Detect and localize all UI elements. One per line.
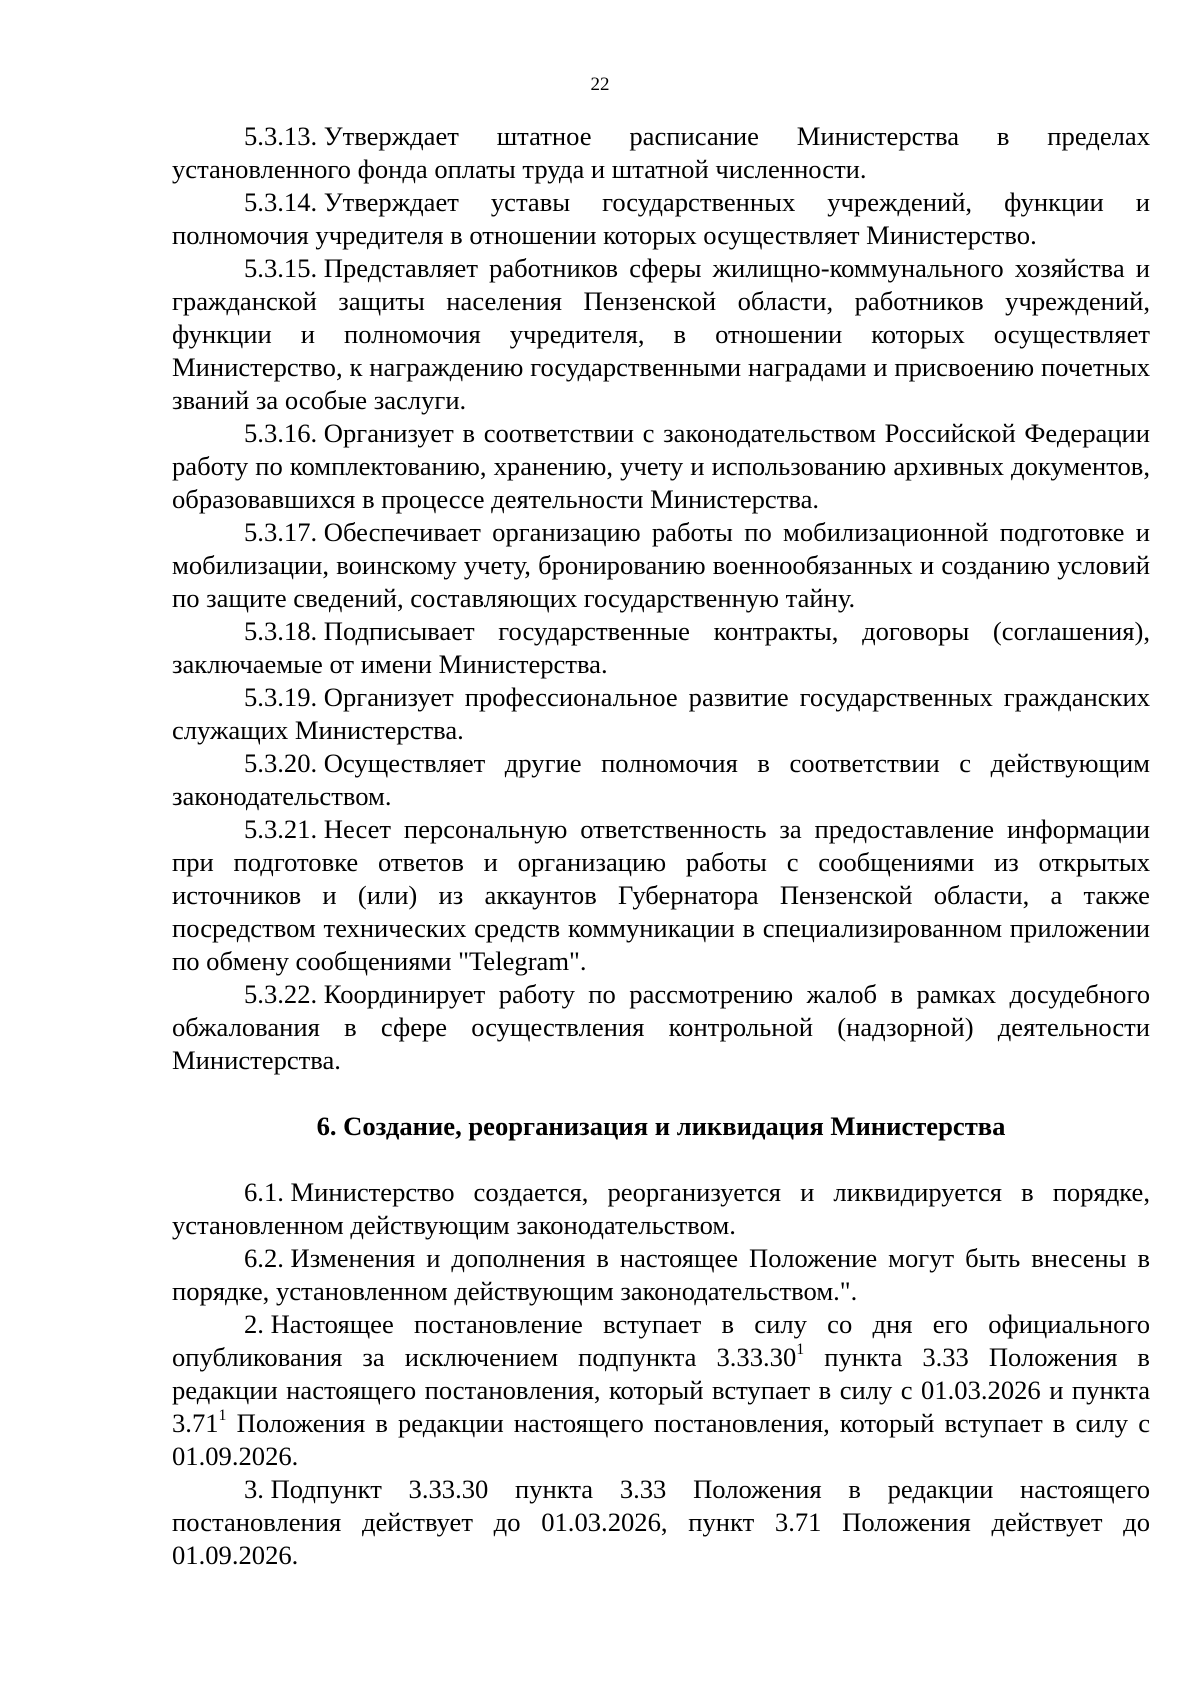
clause-6-1 <box>172 1176 1150 1242</box>
clause-5-3-17 <box>172 516 1150 615</box>
footnote-superscript: 1 <box>796 1341 805 1359</box>
clause-5-3-14 <box>172 186 1150 252</box>
clause-number: 5.3.15. <box>244 253 318 283</box>
clause-number: 5.3.18. <box>244 616 318 646</box>
clause-number: 5.3.19. <box>244 682 318 712</box>
clause-text: Подпункт 3.33.30 пункта 3.33 Положения в редакции настоящего постановления действует до 01.03.2026, пункт 3.71 Положения действует до 01.09.2026. <box>172 1474 1150 1570</box>
clause-5-3-15 <box>172 252 1150 417</box>
section-heading: 6. Создание, реорганизация и ликвидация Министерства <box>316 1111 1006 1141</box>
clause-text-part: Положения в редакции настоящего постановления, который вступает в силу с 01.09.2026. <box>172 1408 1150 1471</box>
clause-number: 5.3.14. <box>244 187 318 217</box>
clause-5-3-18 <box>172 615 1150 681</box>
clause-number: 5.3.20. <box>244 748 318 778</box>
clause-number: 5.3.17. <box>244 517 318 547</box>
clause-text: Организует в соответствии с законодательством Российской Федерации работу по комплектованию, хранению, учету и использованию архивных документов, образовавшихся в процессе деятельности Министерства. <box>172 418 1150 514</box>
clause-5-3-22 <box>172 978 1150 1077</box>
clause-text: Утверждает уставы государственных учреждений, функции и полномочия учредителя в отношении которых осуществляет Министерство. <box>172 187 1150 250</box>
clause-text: Представляет работников сферы жилищно-коммунального хозяйства и гражданской защиты населения Пензенской области, работников учреждений, функции и полномочия учредителя, в отношении которых осуществляет Министерство, к награждению государственными наградами и присвоению почетных званий за особые заслуги. <box>172 253 1150 415</box>
resolution-item-3 <box>172 1473 1150 1572</box>
clause-number: 5.3.21. <box>244 814 318 844</box>
clause-number: 5.3.16. <box>244 418 318 448</box>
clause-5-3-16 <box>172 417 1150 516</box>
clause-number: 2. <box>244 1309 264 1339</box>
document-body <box>172 120 1150 1572</box>
clause-text: Изменения и дополнения в настоящее Положение могут быть внесены в порядке, установленном действующим законодательством.". <box>172 1243 1150 1306</box>
clause-text: Несет персональную ответственность за предоставление информации при подготовке ответов и организацию работы с сообщениями из открытых источников и (или) из аккаунтов Губернатора Пензенской области, а также посредством технических средств коммуникации в специализированном приложении по обмену сообщениями "Telegram". <box>172 814 1150 976</box>
clause-5-3-21 <box>172 813 1150 978</box>
clause-text: Обеспечивает организацию работы по мобилизационной подготовке и мобилизации, воинскому учету, бронированию военнообязанных и созданию условий по защите сведений, составляющих государственную тайну. <box>172 517 1150 613</box>
footnote-superscript: 1 <box>218 1407 227 1425</box>
clause-text: Осуществляет другие полномочия в соответствии с действующим законодательством. <box>172 748 1150 811</box>
page-number: 22 <box>590 74 610 95</box>
clause-5-3-13 <box>172 120 1150 186</box>
clause-6-2 <box>172 1242 1150 1308</box>
clause-text: Утверждает штатное расписание Министерства в пределах установленного фонда оплаты труда и штатной численности. <box>172 121 1150 184</box>
clause-text-part: пункта 3.33 Положения в редакции настоящего постановления, который вступает в силу с 01.03.2026 и пункта 3.71 <box>172 1342 1150 1438</box>
clause-5-3-20 <box>172 747 1150 813</box>
clause-number: 5.3.13. <box>244 121 318 151</box>
clause-number: 3. <box>244 1474 264 1504</box>
clause-number: 6.1. <box>244 1177 284 1207</box>
clause-text: Министерство создается, реорганизуется и ликвидируется в порядке, установленном действующим законодательством. <box>172 1177 1150 1240</box>
clause-text: Организует профессиональное развитие государственных гражданских служащих Министерства. <box>172 682 1150 745</box>
clause-5-3-19 <box>172 681 1150 747</box>
clause-number: 6.2. <box>244 1243 284 1273</box>
clause-text-part: Настоящее постановление вступает в силу со дня его официального опубликования за исключением подпункта 3.33.30 <box>172 1309 1150 1372</box>
clause-number: 5.3.22. <box>244 979 318 1009</box>
clause-text: Координирует работу по рассмотрению жалоб в рамках досудебного обжалования в сфере осуществления контрольной (надзорной) деятельности Министерства. <box>172 979 1150 1075</box>
clause-text: Подписывает государственные контракты, договоры (соглашения), заключаемые от имени Министерства. <box>172 616 1150 679</box>
resolution-item-2 <box>172 1308 1150 1473</box>
